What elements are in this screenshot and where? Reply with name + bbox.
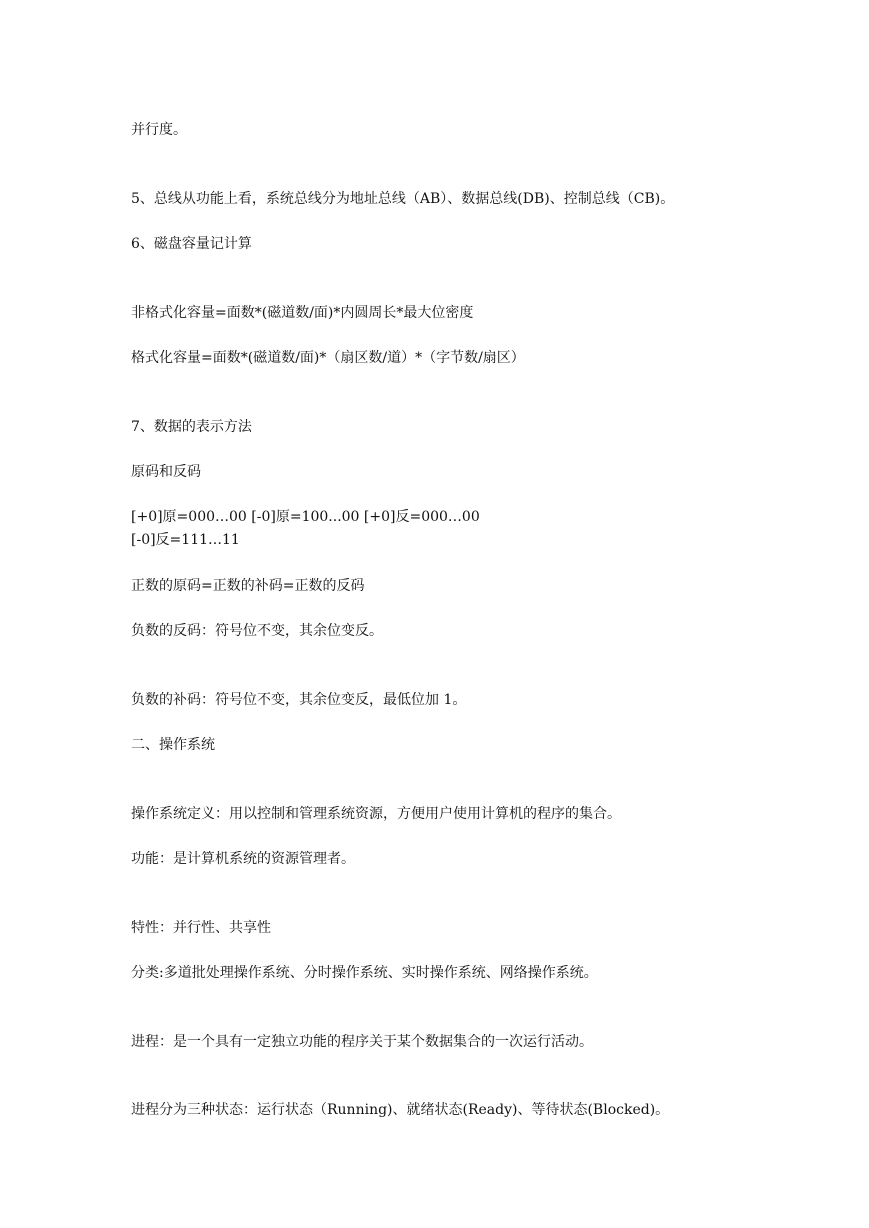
paragraph-negative-ones-complement: 负数的反码：符号位不变，其余位变反。 [131,623,383,639]
paragraph-positive-codes: 正数的原码=正数的补码=正数的反码 [131,578,365,594]
paragraph-process-definition: 进程：是一个具有一定独立功能的程序关于某个数据集合的一次运行活动。 [131,1034,593,1050]
heading-data-representation: 7、数据的表示方法 [131,419,252,435]
paragraph-os-definition: 操作系统定义：用以控制和管理系统资源，方便用户使用计算机的程序的集合。 [131,806,621,822]
paragraph-os-classification: 分类:多道批处理操作系统、分时操作系统、实时操作系统、网络操作系统。 [131,965,598,981]
code-values-line-2: [-0]反=111…11 [131,532,240,548]
paragraph-bus-types: 5、总线从功能上看，系统总线分为地址总线（AB）、数据总线(DB)、控制总线（CB)。 [131,191,675,207]
paragraph-os-function: 功能：是计算机系统的资源管理者。 [131,851,355,867]
paragraph-parallelism: 并行度。 [131,122,187,138]
paragraph-negative-twos-complement: 负数的补码：符号位不变，其余位变反，最低位加 1。 [131,692,467,708]
paragraph-os-features: 特性：并行性、共享性 [131,920,271,936]
formula-formatted-capacity: 格式化容量=面数*(磁道数/面)*（扇区数/道）*（字节数/扇区） [131,350,525,366]
formula-unformatted-capacity: 非格式化容量=面数*(磁道数/面)*内圆周长*最大位密度 [131,305,474,321]
paragraph-process-states: 进程分为三种状态：运行状态（Running)、就绪状态(Ready)、等待状态(Blocked)。 [131,1102,670,1118]
code-values-line-1: [+0]原=000…00 [-0]原=100...00 [+0]反=000…00 [131,509,480,525]
subheading-sign-magnitude: 原码和反码 [131,464,201,480]
heading-disk-capacity: 6、磁盘容量记计算 [131,236,252,252]
heading-operating-system: 二、操作系统 [131,737,215,753]
